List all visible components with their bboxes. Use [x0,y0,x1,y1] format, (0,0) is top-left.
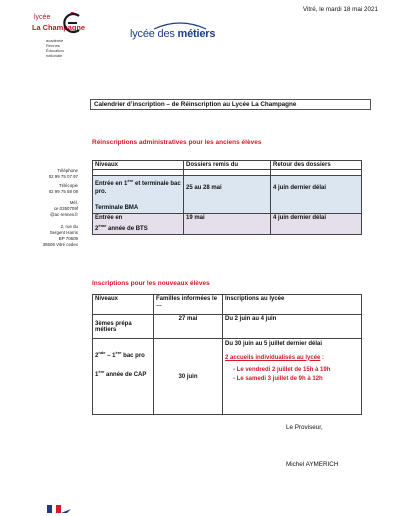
document-date: Vitré, le mardi 18 mai 2021 [302,6,378,13]
republique-francaise-flag-icon [47,505,73,513]
header-dossiers: Dossiers remis du [184,161,271,170]
level-cell: 3èmes prépa métiers [93,315,154,339]
inscriptions-cell: Du 30 juin au 5 juillet dernier délai 2 accueils individualisés au lycée : - Le vendredi 2 juillet de 15h à 19h - Le samedi 3 juillet de 9h à 12h [223,339,362,415]
table-row [93,176,362,214]
table-header-row [93,161,362,170]
level-cell: 2nde – 1ère bac pro 1ère année de CAP [93,339,154,415]
logo-academie-text: académie Rennes Éducation nationale [46,38,64,58]
header-niveaux: Niveaux [93,161,184,170]
header-retour: Retour des dossiers [271,161,362,170]
dossiers-cell: 25 au 28 mai [184,176,271,214]
header-inscriptions: Inscriptions au lycée [223,295,362,315]
retour-cell: 4 juin dernier délai [271,214,362,235]
table-row [93,214,362,235]
inscription-table [92,294,362,415]
familles-cell: 27 mai [154,315,223,339]
logo-line-2: La Champagne [32,23,85,32]
signature-title: Le Proviseur, [286,424,323,431]
table-row [93,339,362,415]
sidebar-email: Mél. ce.0350709f @ac-rennes.fr [50,200,78,217]
logo-line-1: lycée [34,14,51,21]
section-inscriptions-heading: Inscriptions pour les nouveaux élèves [92,280,210,287]
sidebar-fax: Télécopie 02 99 75 58 08 [48,183,78,194]
signature-name: Michel AYMERICH [286,461,339,468]
logo-metiers-word-b: métiers [177,28,216,40]
retour-cell: 4 juin dernier délai [271,176,362,214]
table-header-row [93,295,362,315]
inscriptions-cell: Du 2 juin au 4 juin [223,315,362,339]
header-familles: Familles informées le … [154,295,223,315]
table-row [93,315,362,339]
familles-cell: 30 juin [154,339,223,415]
lycee-la-champagne-logo [32,14,88,76]
sidebar-address: 2, rue du Sergent Harris BP 70609 35506 Vitré cedex [42,224,78,247]
header-niveaux: Niveaux [93,295,154,315]
dossiers-cell: 19 mai [184,214,271,235]
document-title: Calendrier d’inscription – de Réinscription au Lycée La Champagne [90,99,371,110]
lycee-des-metiers-logo [128,20,216,46]
e-accent-logo-icon [62,12,84,34]
section-reinscriptions-heading: Réinscriptions administratives pour les anciens élèves [92,139,262,146]
reinscription-table [92,160,362,235]
logo-metiers-word-a: lycée des [130,28,178,40]
level-cell: Entrée en 1ère et terminale bac pro. Terminale BMA [93,176,184,214]
level-cell: Entrée en 2ème année de BTS [93,214,184,235]
sidebar-phone: Téléphone 02 99 75 07 97 [48,168,78,179]
